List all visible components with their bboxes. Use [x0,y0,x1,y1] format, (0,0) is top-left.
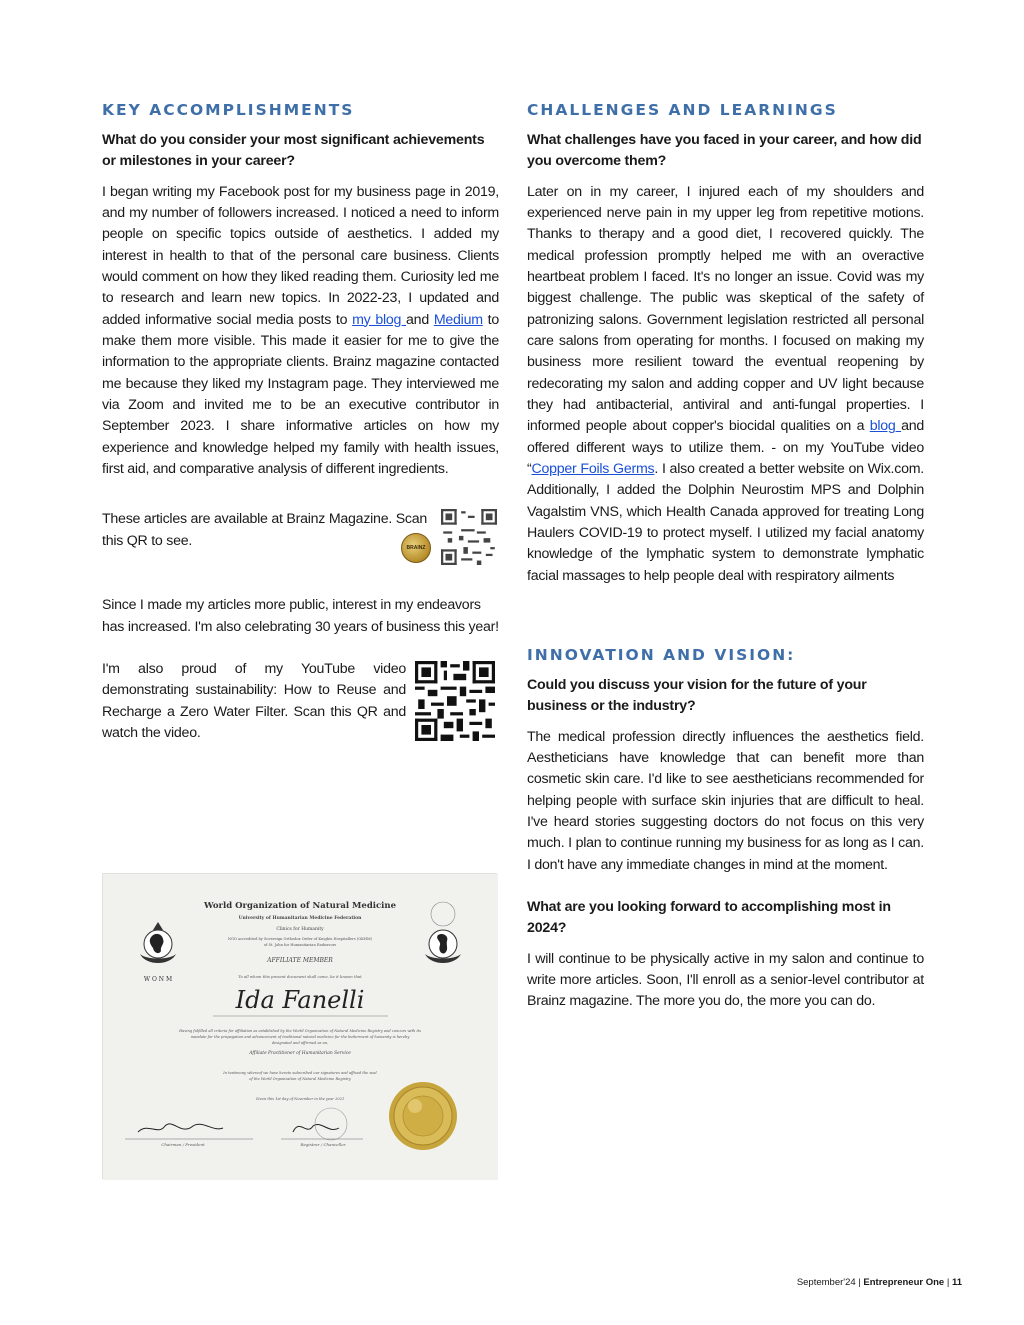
footer-separator: | [944,1277,952,1288]
cert-name: Ida Fanelli [235,986,365,1014]
copper-foils-germs-link[interactable]: Copper Foils Germs [531,461,655,478]
footer-issue: September'24 | [796,1277,864,1288]
youtube-row [102,659,499,744]
certificate-image [102,873,497,1179]
left-column [102,100,499,744]
2024-paragraph: I will continue to be physically active in my salon and continue to write more articles. Soon, I'll enroll as a senior-level contributor at Brainz magazine. The more you do, the more you can do. [527,950,924,1010]
cert-line4: of St. John for Humanitarian Endeavors [263,943,337,947]
brainz-row [102,509,499,595]
youtube-qr-code-icon[interactable] [415,661,495,741]
accomplishments-paragraph [102,182,499,481]
paragraph-text: to make them more visible. This made it easier for me to give the information to the appropriate clients. Brainz magazine contacted me because they liked my Instagram page. They interviewed me via Zoom and invited me to be an executive contributor in September 2023. I share informative articles on how my experience and knowledge helped my family with health issues, first aid, and comparative analysis of different ingredients. [102,311,499,478]
cert-womn-text: W O N M [143,976,173,983]
right-column [527,100,924,1013]
innovation-heading: INNOVATION AND VISION: [527,646,796,665]
gold-seal-icon [389,1082,457,1150]
challenges-paragraph [527,182,924,588]
cert-line3: NGO accredited by Sovereign Orthodox Order of Knights Hospitallers (OKHM) [227,937,373,941]
paragraph-text: and [406,311,434,328]
cert-org-text: World Organization of Natural Medicine [204,901,396,911]
cert-sig2: Registrar / Chancellor [300,1142,346,1147]
cert-to-all: To all whom this present document shall come, be it known that [238,974,362,979]
paragraph-text: Later on in my career, I injured each of my shoulders and experienced nerve pain in my upper leg from repetitive motions. Thanks to therapy and a good diet, I recovered quickly. The medical profession promptly helped me with an overactive heartbeat problem I faced. It's no longer an issue. Covid was my biggest challenge. The public was skeptical of the safety of patronizing salons. Government legislation restricted all personal care salons from operating for months. I focused on making my business more resilient toward the eventual reopening by redecorating my salon and adding copper and UV light because they had antibacterial, antiviral and anti-fungal properties. I informed people about copper's biocidal qualities on a [527,183,924,435]
brainz-qr-group [406,509,499,571]
cert-given: Given this 1st day of November in the year 2021 [255,1097,345,1101]
achievements-question: What do you consider your most significant achievements or milestones in your career? [102,132,485,170]
cert-affiliate: AFFILIATE MEMBER [267,957,333,964]
articles-public-paragraph: Since I made my articles more public, interest in my endeavors has increased. I'm also celebrating 30 years of business this year! [102,597,499,635]
cert-title: Affiliate Practitioner of Humanitarian Service [249,1051,351,1056]
cert-line1: University of Humanitarian Medicine Federation [238,916,362,921]
copper-blog-link[interactable]: blog [869,418,902,435]
challenges-heading: CHALLENGES AND LEARNINGS [527,101,838,119]
footer-magazine: Entrepreneur One [863,1277,945,1288]
brainz-articles-paragraph: These articles are available at Brainz Magazine. Scan this QR to see. [102,511,428,549]
cert-sig1: Chairman / President [161,1142,205,1147]
my-blog-link[interactable]: my blog [352,311,407,328]
page-number: 11 [951,1277,962,1288]
certificate-graphic [103,874,498,1180]
brainz-badge-icon: BRAINZ [401,533,431,563]
youtube-paragraph: I'm also proud of my YouTube video demonstrating sustainability: How to Reuse and Recharge a Zero Water Filter. Scan this QR and watch the video. [102,661,406,742]
challenges-question: What challenges have you faced in your career, and how did you overcome them? [527,132,922,170]
paragraph-text: . I also created a better website on Wix.com. Additionally, I added the Dolphin Neurostim MPS and Dolphin Vagalstim VNS, which Health Canada approved for treating Long Haulers COVID-19 to protect myself. I utilized my facial anatomy knowledge of the lymphatic system to demonstrate lymphatic facial massages to help people deal with respiratory ailments [527,461,924,584]
cert-body1: Having fulfilled all criteria for affiliation as established by the World Organization of Natural Medicine Registry and concurs with its [179,1029,421,1033]
vision-paragraph: The medical profession directly influences the aesthetics field. Aestheticians have knowledge that can benefit more than cosmetic skin care. I'd like to see aestheticians recommended for helping people with surface skin injuries that are difficult to heal. I've heard stories suggesting doctors do not focus on this very much. I plan to continue running my business for as long as I can. I don't have any immediate changes in mind at the moment. [527,728,924,873]
cert-testimony1: In testimony whereof we have hereto subscribed our signatures and affixed the seal [223,1071,377,1075]
brainz-qr-code-icon[interactable] [441,509,497,565]
paragraph-text: I began writing my Facebook post for my business page in 2019, and my number of followers increased. I noticed a need to inform people on specific topics outside of aesthetics. I added my interest in health to that of the personal care business. Clients would comment on how they liked reading them. Curiosity led me to research and learn new topics. In 2022-23, I updated and added informative social media posts to [102,183,499,328]
vision-question: Could you discuss your vision for the future of your business or the industry? [527,677,867,715]
key-accomplishments-heading: KEY ACCOMPLISHMENTS [102,101,355,119]
paragraph-text: and offered different ways to utilize them. - on my YouTube video “ [527,418,924,478]
page-footer [797,1277,962,1288]
cert-body3: designated and affirmed as an, [271,1041,329,1045]
cert-line2: Clinics for Humanity [276,927,324,932]
cert-body2: mandate for the propagation and advancement of traditional natural medicine for the betterment of humanity is hereby [190,1035,410,1039]
medium-link[interactable]: Medium [433,311,483,328]
cert-testimony2: of the World Organization of Natural Medicine Registry [249,1077,351,1081]
2024-question: What are you looking forward to accomplishing most in 2024? [527,899,891,937]
